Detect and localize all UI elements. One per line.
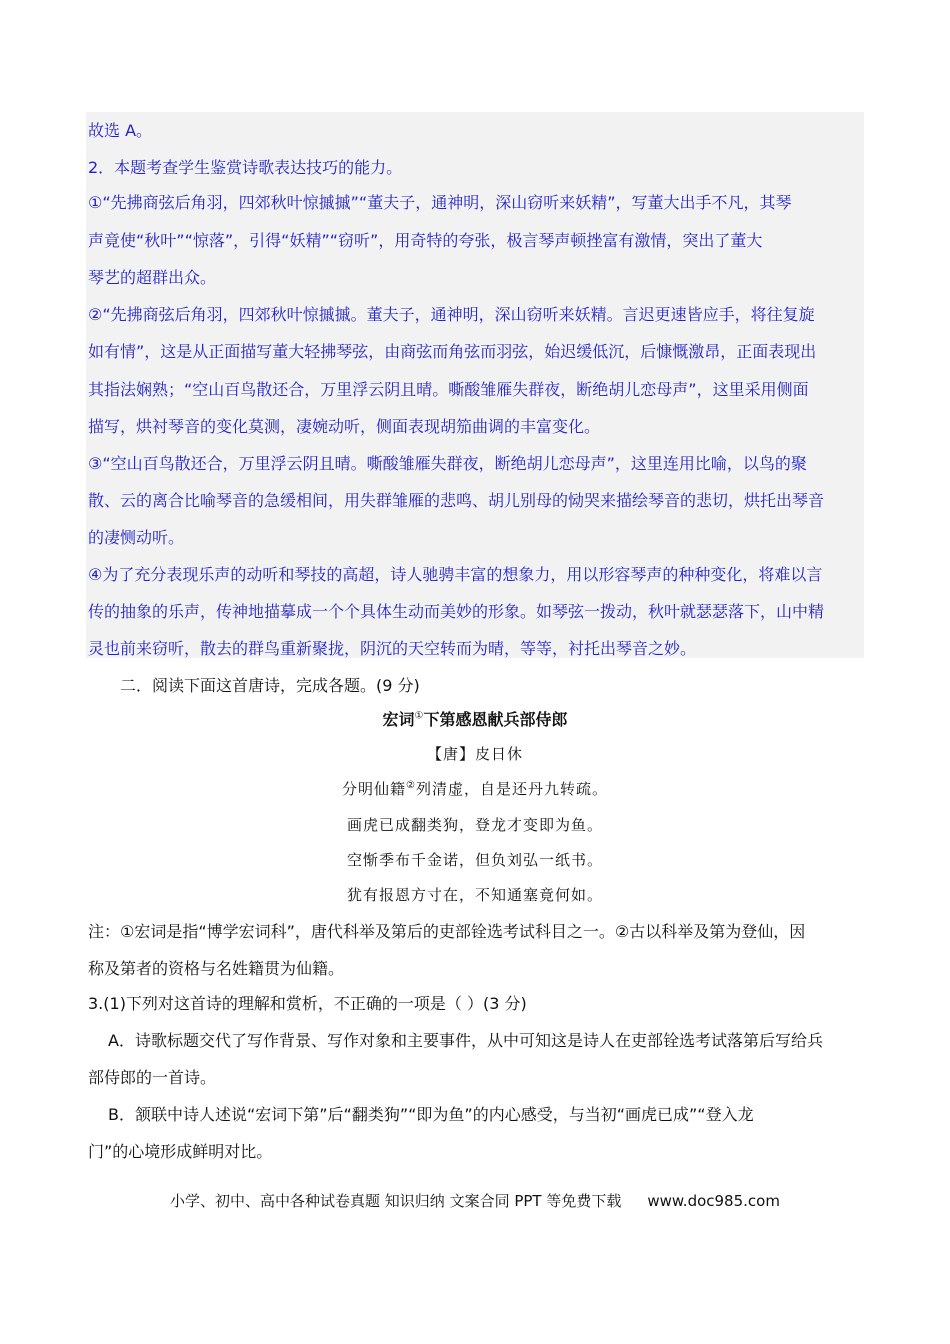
answer-line: 其指法娴熟；“空山百鸟散还合，万里浮云阴且晴。嘶酸雏雁失群夜，断绝胡儿恋母声”，这里采用侧面 xyxy=(88,380,809,399)
footer-url[interactable]: www.doc985.com xyxy=(647,1192,780,1210)
question-stem: 3.(1)下列对这首诗的理解和赏析，不正确的一项是（ ）(3 分) xyxy=(88,994,527,1013)
answer-line: ②“先拂商弦后角羽，四郊秋叶惊摵摵。董夫子，通神明，深山窃听来妖精。言迟更速皆应手，将往复旋 xyxy=(88,305,815,324)
answer-line: ③“空山百鸟散还合，万里浮云阴且晴。嘶酸雏雁失群夜，断绝胡儿恋母声”，这里连用比喻，以鸟的聚 xyxy=(88,454,807,473)
poem-title-text: 宏词 xyxy=(382,710,415,729)
answer-line: ①“先拂商弦后角羽，四郊秋叶惊摵摵”“董夫子，通神明，深山窃听来妖精”，写董大出手不凡，其琴 xyxy=(88,193,792,212)
footnote-marker: ② xyxy=(406,780,416,791)
poem-author: 【唐】皮日休 xyxy=(426,745,523,763)
answer-line: 声竟使“秋叶”“惊落”，引得“妖精”“窃听”，用奇特的夸张，极言琴声顿挫富有激情，突出了董大 xyxy=(88,231,763,250)
option-b: B．颔联中诗人述说“宏词下第”后“翻类狗”“即为鱼”的内心感受，与当初“画虎已成”“登入龙 xyxy=(108,1105,754,1124)
page-footer xyxy=(0,1190,950,1211)
poem-title-text: 下第感恩献兵部侍郎 xyxy=(423,710,568,729)
option-b-cont: 门”的心境形成鲜明对比。 xyxy=(88,1142,273,1161)
poem-line xyxy=(0,778,950,799)
answer-line: 灵也前来窃听，散去的群鸟重新聚拢，阴沉的天空转而为晴，等等，衬托出琴音之妙。 xyxy=(88,639,697,658)
poem-line: 空惭季布千金诺，但负刘弘一纸书。 xyxy=(346,851,603,869)
answer-line: 散、云的离合比喻琴音的急缓相间，用失群雏雁的悲鸣、胡儿别母的恸哭来描绘琴音的悲切，烘托出琴音 xyxy=(88,491,825,510)
poem-line: 犹有报恩方寸在，不知通塞竟何如。 xyxy=(346,886,603,904)
answer-line: ④为了充分表现乐声的动听和琴技的高超，诗人驰骋丰富的想象力，用以形容琴声的种种变化，将难以言 xyxy=(88,565,823,584)
notes-line: 注：①宏词是指“博学宏词科”，唐代科举及第后的吏部铨选考试科目之一。②古以科举及第为登仙，因 xyxy=(88,922,806,941)
answer-line: 琴艺的超群出众。 xyxy=(88,268,217,287)
answer-line: 的凄恻动听。 xyxy=(88,528,185,547)
answer-line: 故选 A。 xyxy=(88,121,153,140)
option-a: A．诗歌标题交代了写作背景、写作对象和主要事件，从中可知这是诗人在吏部铨选考试落第后写给兵 xyxy=(108,1031,823,1050)
option-a-cont: 部侍郎的一首诗。 xyxy=(88,1068,217,1087)
answer-line: 描写，烘衬琴音的变化莫测，凄婉动听，侧面表现胡笳曲调的丰富变化。 xyxy=(88,417,601,436)
footer-text: 小学、初中、高中各种试卷真题 知识归纳 文案合同 PPT 等免费下载 xyxy=(170,1192,622,1210)
poem-line-text: 分明仙籍 xyxy=(342,780,407,798)
answer-line: 2．本题考查学生鉴赏诗歌表达技巧的能力。 xyxy=(88,158,403,177)
footnote-marker: ① xyxy=(414,710,424,722)
section-heading: 二．阅读下面这首唐诗，完成各题。(9 分) xyxy=(120,676,420,695)
poem-title xyxy=(0,707,950,730)
answer-line: 传的抽象的乐声，传神地描摹成一个个具体生动而美妙的形象。如琴弦一拨动，秋叶就瑟瑟落下，山中精 xyxy=(88,602,825,621)
poem-line: 画虎已成翻类狗，登龙才变即为鱼。 xyxy=(346,816,603,834)
answer-line: 如有情”，这是从正面描写董大轻拂琴弦，由商弦而角弦而羽弦，始迟缓低沉，后慷慨激昂，正面表现出 xyxy=(88,342,817,361)
poem-line-text: 列清虚，自是还丹九转疏。 xyxy=(415,780,608,798)
notes-line: 称及第者的资格与名姓籍贯为仙籍。 xyxy=(88,959,345,978)
